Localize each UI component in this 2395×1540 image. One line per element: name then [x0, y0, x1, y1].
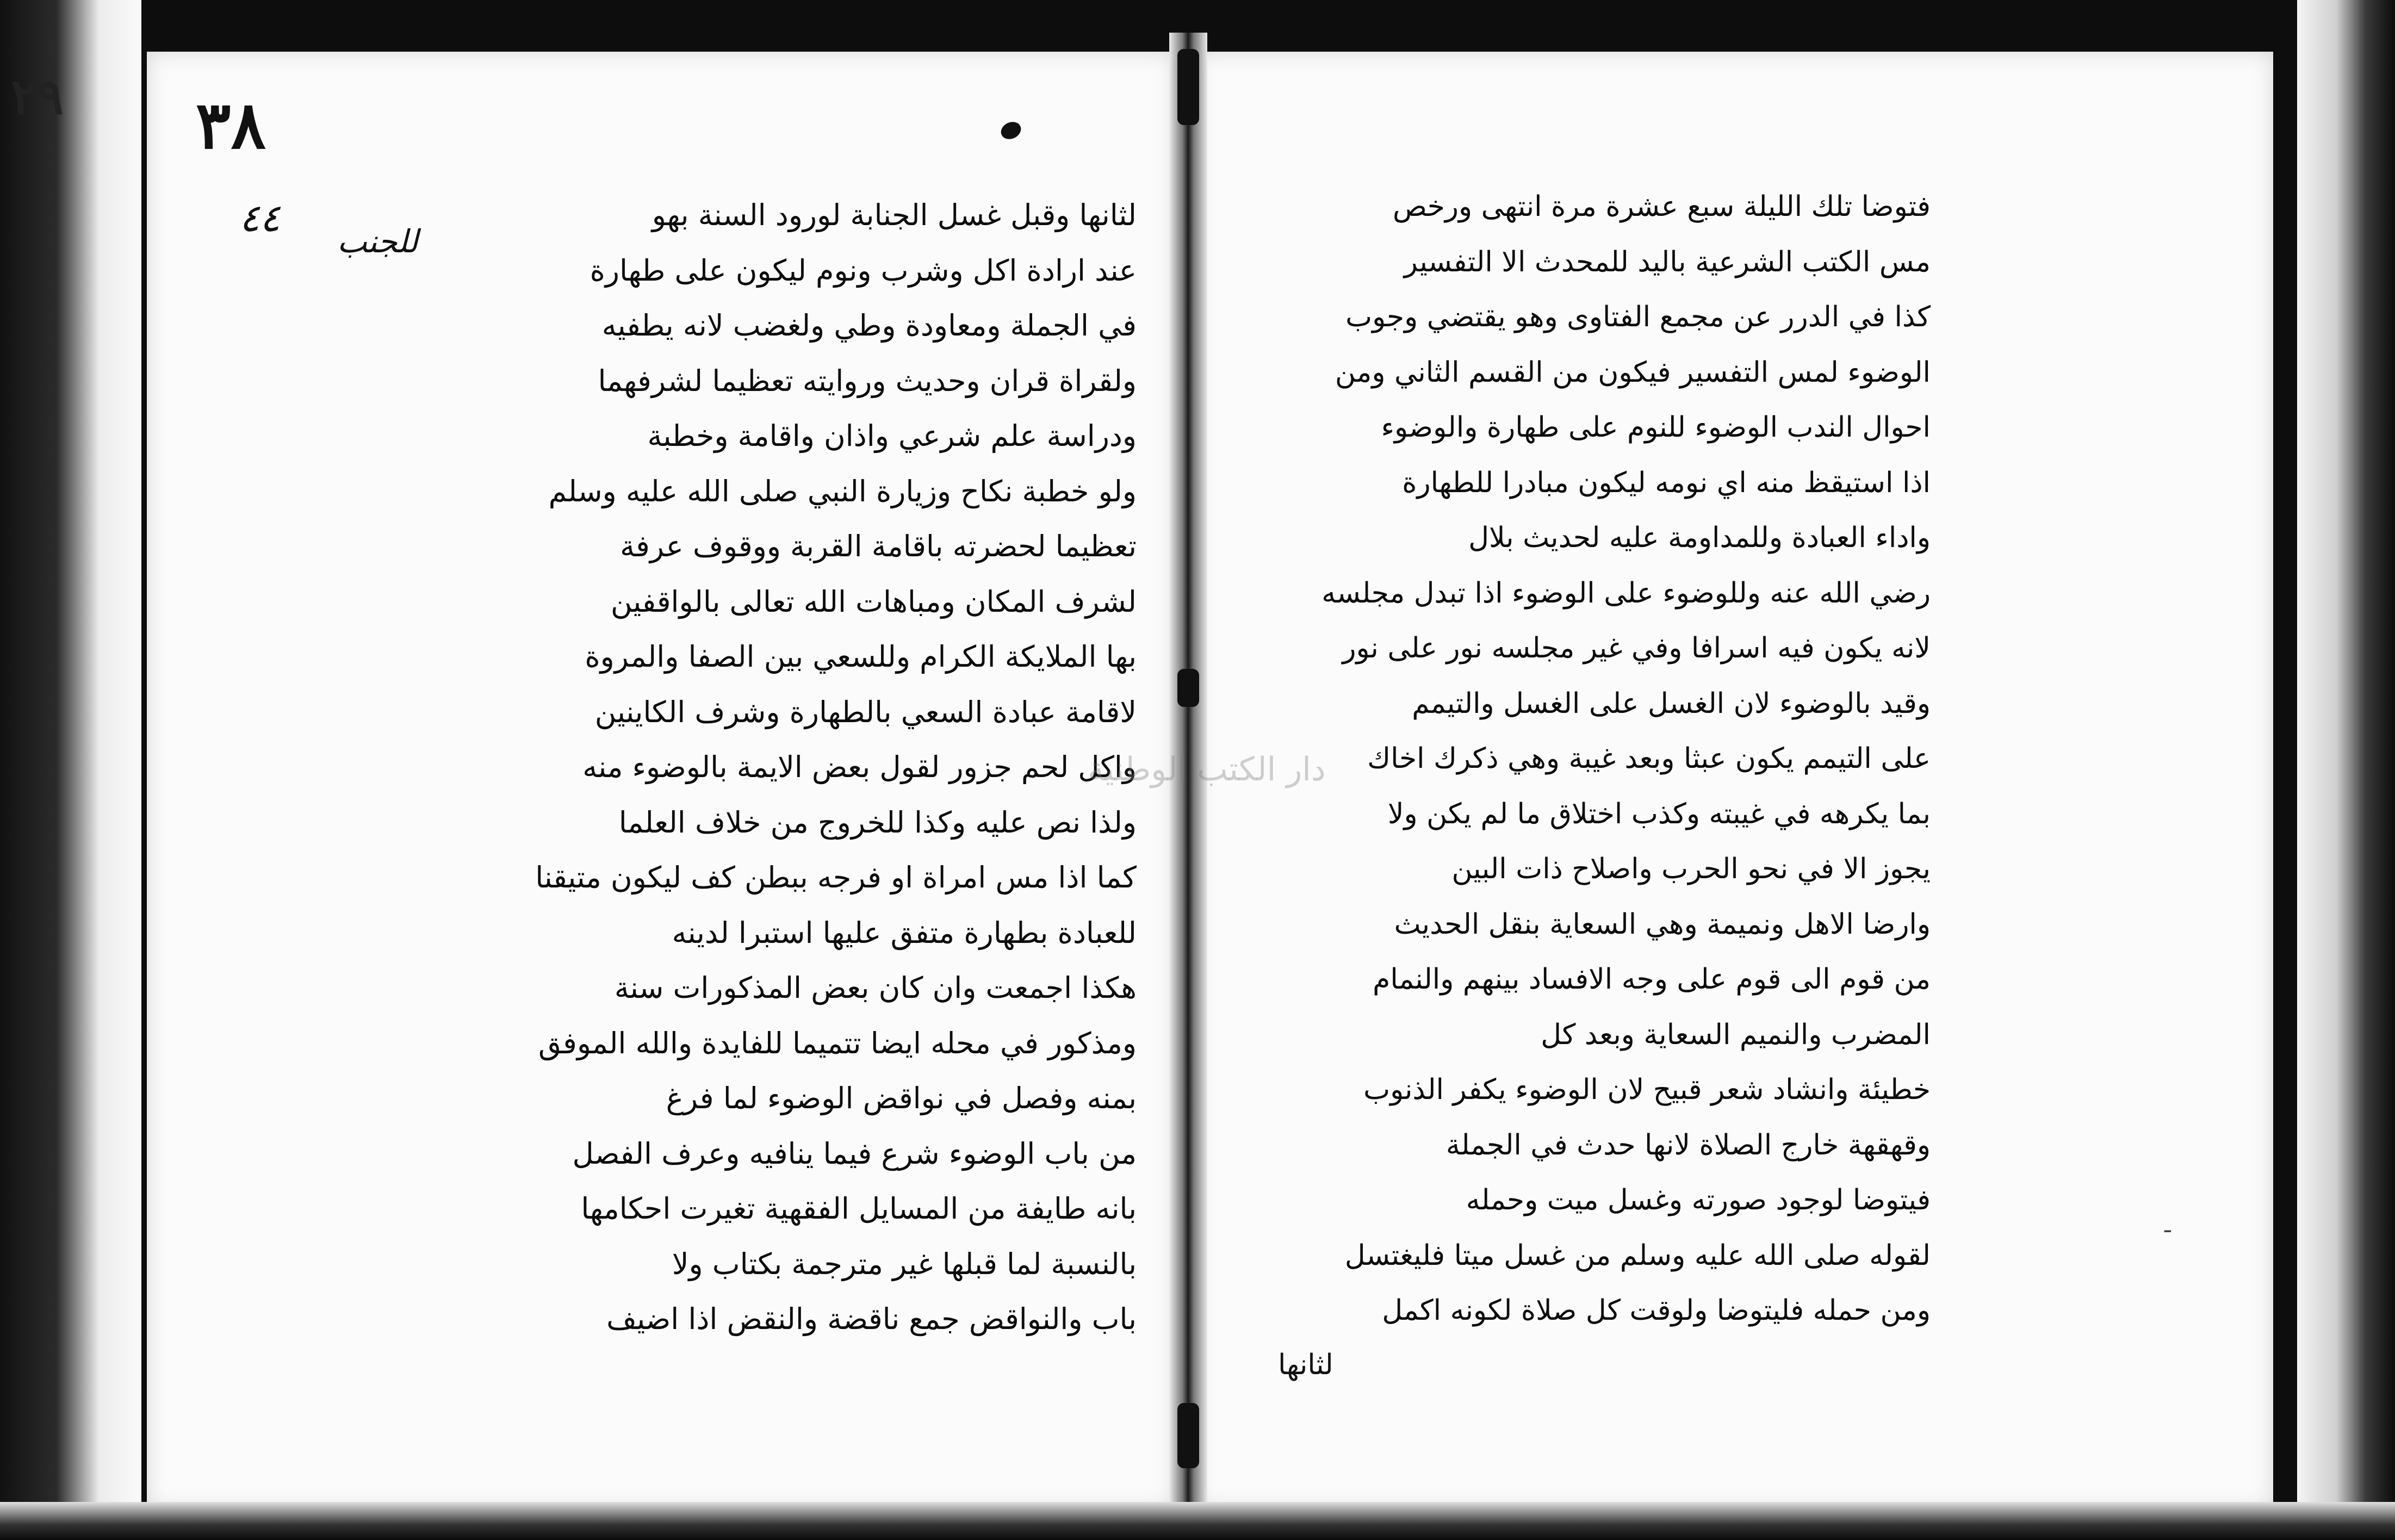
text-line: على التيمم يكون عبثا وبعد غيبة وهي ذكرك اخاك	[1367, 742, 1931, 775]
right-page-text	[1267, 179, 1931, 1339]
page-edge-left	[0, 0, 141, 1540]
text-line: واكل لحم جزور لقول بعض الايمة بالوضوء منه	[582, 750, 1137, 784]
text-line: احوال الندب الوضوء للنوم على طهارة والوضوء	[1381, 411, 1931, 444]
text-line: فيتوضا لوجود صورته وغسل ميت وحمله	[1466, 1184, 1931, 1216]
text-line: بها الملايكة الكرام وللسعي بين الصفا والمروة	[585, 639, 1137, 674]
text-line: عند ارادة اكل وشرب ونوم ليكون على طهارة	[590, 253, 1137, 288]
text-line: ولو خطبة نكاح وزيارة النبي صلى الله عليه وسلم	[548, 474, 1137, 508]
text-line: من باب الوضوء شرع فيما ينافيه وعرف الفصل	[572, 1136, 1137, 1171]
text-line: لانه يكون فيه اسرافا وفي غير مجلسه نور على نور	[1342, 632, 1931, 665]
text-line: اذا استيقظ منه اي نومه ليكون مبادرا للطهارة	[1402, 466, 1931, 499]
page-number: ٣٨	[196, 87, 266, 164]
text-line: ولقراة قران وحديث وروايته تعظيما لشرفهما	[598, 363, 1137, 398]
text-line: فتوضا تلك الليلة سبع عشرة مرة انتهى ورخص	[1393, 190, 1931, 223]
binding-stitch	[1177, 1403, 1199, 1468]
text-line: وقهقهة خارج الصلاة لانها حدث في الجملة	[1445, 1128, 1931, 1162]
bottom-edge	[0, 1502, 2395, 1540]
text-line: لاقامة عبادة السعي بالطهارة وشرف الكاينين	[594, 694, 1137, 729]
text-line: ودراسة علم شرعي واذان واقامة وخطبة	[647, 419, 1137, 453]
text-line: كما اذا مس امراة او فرجه ببطن كف ليكون متيقنا	[535, 860, 1137, 895]
text-line: هكذا اجمعت وان كان بعض المذكورات سنة	[614, 971, 1137, 1005]
binding-stitch	[1177, 669, 1199, 707]
text-line: باب والنواقض جمع ناقضة والنقض اذا اضيف	[606, 1302, 1137, 1336]
text-line: ومن حمله فليتوضا ولوقت كل صلاة لكونه اكمل	[1382, 1294, 1931, 1327]
text-line: بالنسبة لما قبلها غير مترجمة بكتاب ولا	[672, 1246, 1137, 1281]
page-edge-right	[2297, 0, 2395, 1540]
text-line: مس الكتب الشرعية باليد للمحدث الا التفسير	[1404, 245, 1931, 278]
text-line: وقيد بالوضوء لان الغسل على الغسل والتيمم	[1412, 687, 1931, 720]
left-page-text	[413, 188, 1137, 1347]
text-line: خطيئة وانشاد شعر قبيح لان الوضوء يكفر الذنوب	[1363, 1073, 1931, 1106]
library-watermark: دار الكتب الوطنية	[1088, 750, 1326, 788]
text-line: للعبادة بطهارة متفق عليها استبرا لدينه	[672, 915, 1137, 950]
text-line: كذا في الدرر عن مجمع الفتاوى وهو يقتضي وجوب	[1345, 301, 1931, 333]
text-line: ولذا نص عليه وكذا للخروج من خلاف العلما	[618, 805, 1137, 840]
text-line: بما يكرهه في غيبته وكذب اختلاق ما لم يكن ولا	[1387, 797, 1931, 830]
margin-mark: ـ	[2164, 1213, 2171, 1238]
text-line: لشرف المكان ومباهات الله تعالى بالواقفين	[611, 584, 1137, 619]
text-line: المضرب والنميم السعاية وبعد كل	[1541, 1018, 1931, 1051]
text-line: من قوم الى قوم على وجه الافساد بينهم والنمام	[1373, 963, 1931, 996]
text-line: ومذكور في محله ايضا تتميما للفايدة والله الموفق	[538, 1026, 1137, 1060]
binding-stitch	[1177, 49, 1199, 125]
text-line: تعظيما لحضرته باقامة القربة ووقوف عرفة	[620, 529, 1137, 563]
text-line: واداء العبادة وللمداومة عليه لحديث بلال	[1468, 521, 1931, 554]
text-line: الوضوء لمس التفسير فيكون من القسم الثاني ومن	[1335, 356, 1931, 389]
margin-note-number: ٤٤	[239, 196, 281, 240]
text-line: بمنه وفصل في نواقض الوضوء لما فرغ	[666, 1081, 1137, 1115]
text-line: في الجملة ومعاودة وطي ولغضب لانه يطفيه	[601, 308, 1137, 343]
catchword: لثانها	[1278, 1349, 1333, 1381]
corner-folio-number: ٢٩	[11, 68, 64, 126]
text-line: بانه طايفة من المسايل الفقهية تغيرت احكامها	[581, 1191, 1137, 1226]
text-line: وارضا الاهل ونميمة وهي السعاية بنقل الحديث	[1394, 908, 1931, 941]
margin-note-word: للجنب	[337, 223, 418, 260]
text-line: يجوز الا في نحو الحرب واصلاح ذات البين	[1451, 853, 1931, 885]
text-line: رضي الله عنه وللوضوء على الوضوء اذا تبدل مجلسه	[1321, 576, 1931, 610]
text-line: لقوله صلى الله عليه وسلم من غسل ميتا فليغتسل	[1344, 1239, 1931, 1272]
text-line: لثانها وقبل غسل الجنابة لورود السنة بهو	[652, 198, 1137, 232]
